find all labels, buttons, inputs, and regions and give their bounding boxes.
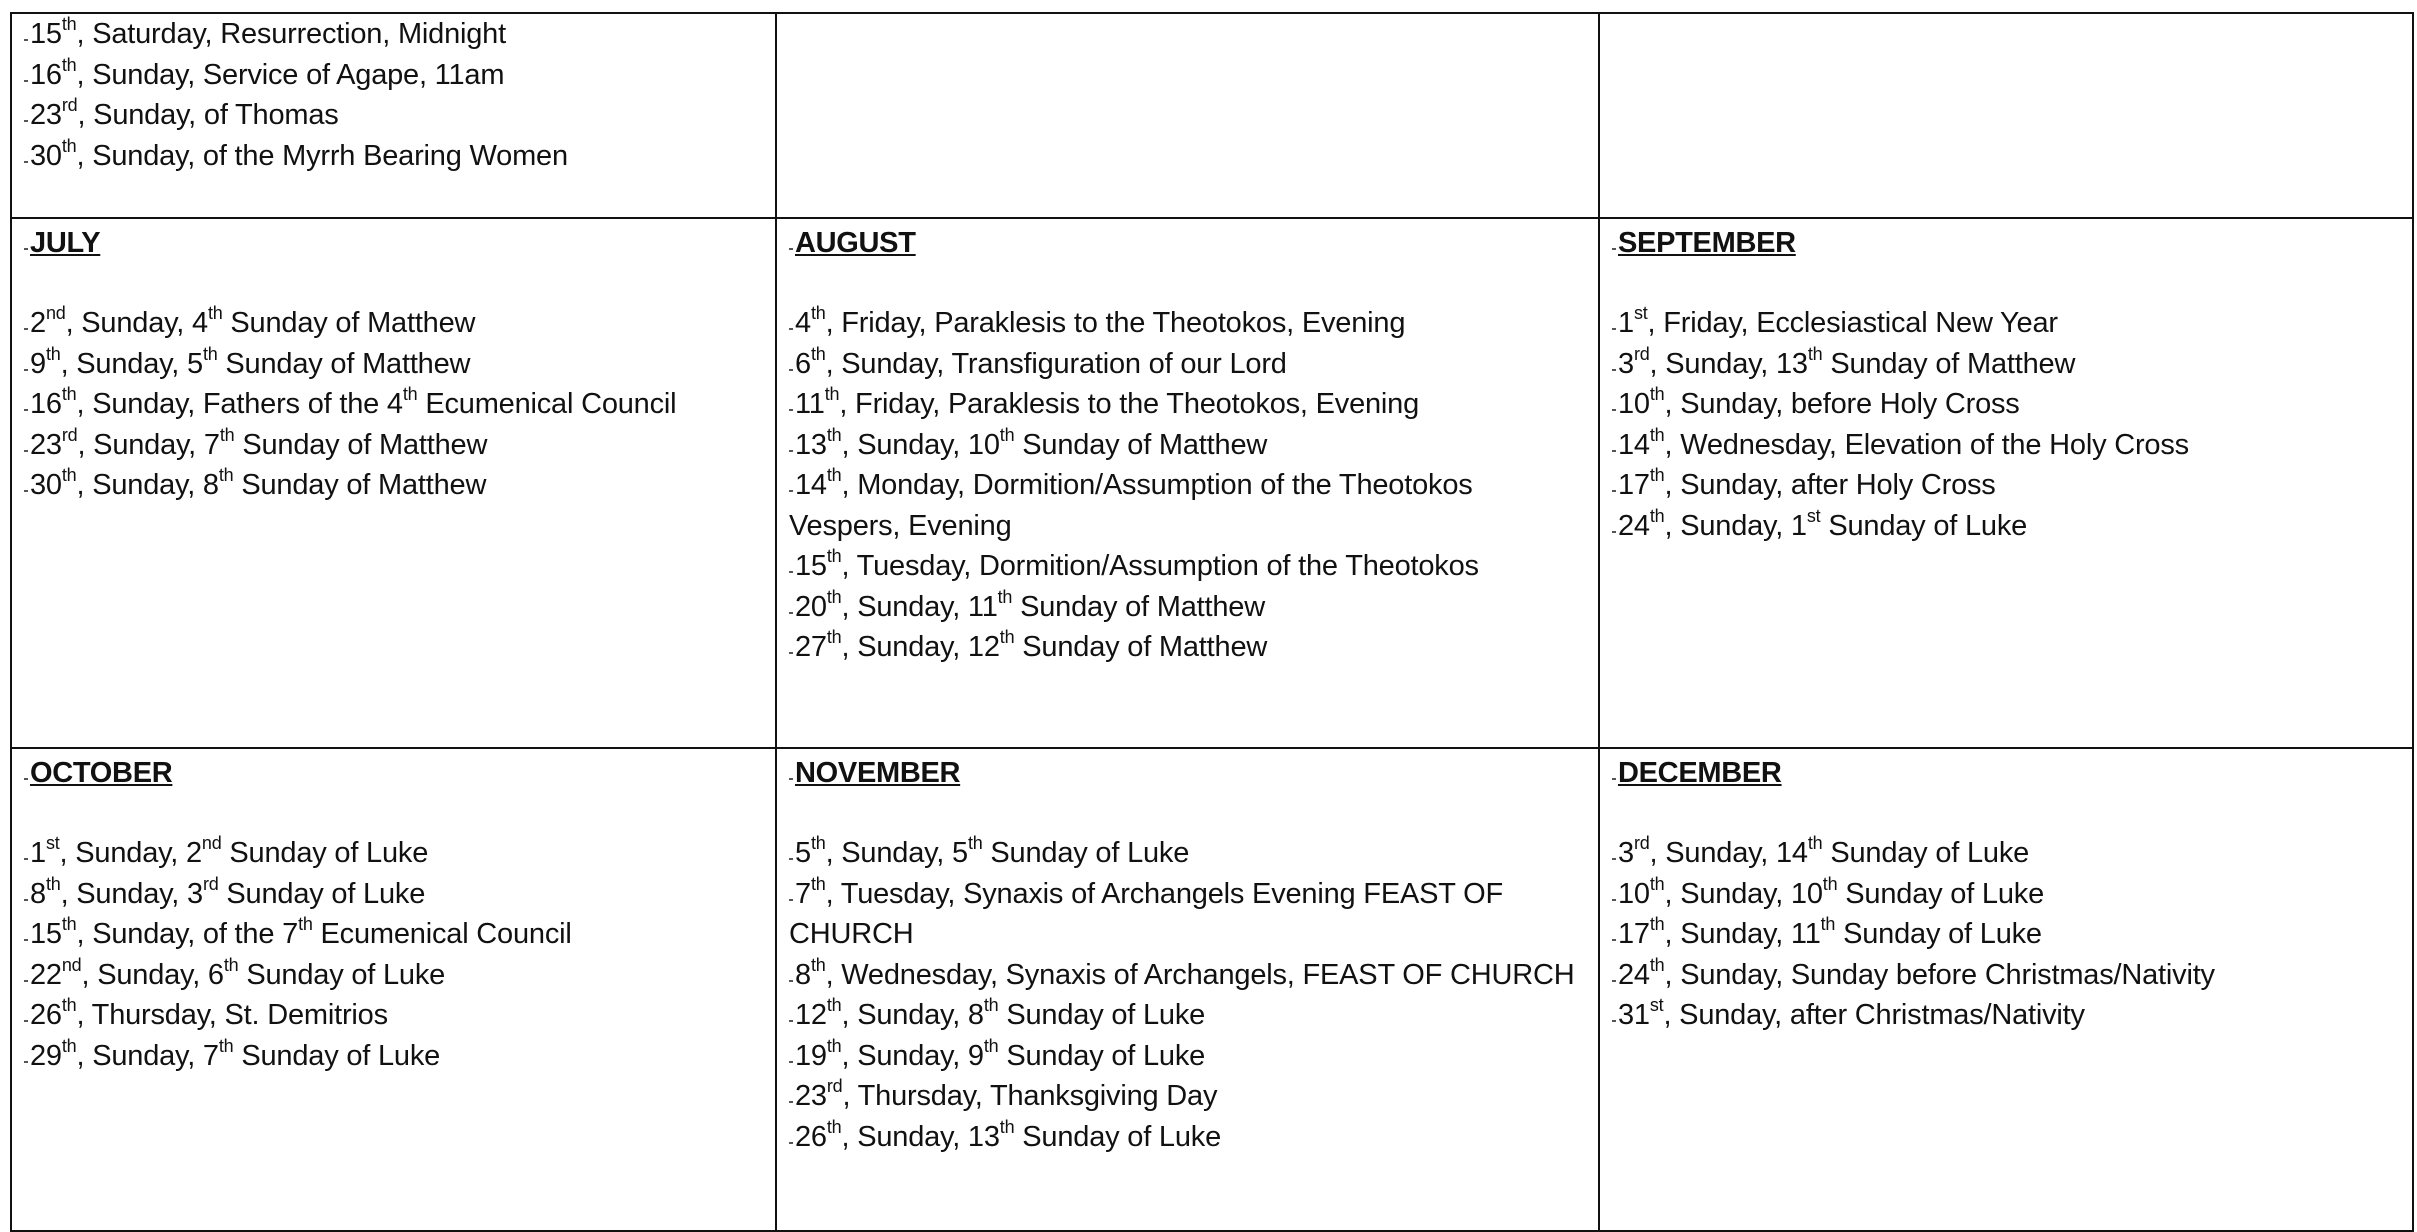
event-item: 10th, Sunday, 10th Sunday of Luke [1618,873,2045,910]
event-item: 3rd, Sunday, 13th Sunday of Matthew [1618,343,2076,380]
event-item: 16th, Sunday, Service of Agape, 11am [30,54,505,91]
event-item: 30th, Sunday, of the Myrrh Bearing Women [30,135,568,172]
event-item: 4th, Friday, Paraklesis to the Theotokos, Evening [795,303,1406,339]
month-heading: AUGUST [795,227,916,259]
event-item: 15th, Saturday, Resurrection, Midnight [30,14,506,50]
event-item: 15th, Sunday, of the 7th Ecumenical Council [30,914,572,950]
event-item: 1st, Sunday, 2nd Sunday of Luke [30,833,429,869]
cell-august [777,219,1598,668]
event-item: 27th, Sunday, 12th Sunday of Matthew [795,627,1268,663]
column-divider [1598,14,1600,1230]
event-item: 22nd, Sunday, 6th Sunday of Luke [30,954,446,991]
event-item: 8th, Wednesday, Synaxis of Archangels, FEAST OF CHURCH [795,954,1575,991]
event-item: 3rd, Sunday, 14th Sunday of Luke [1618,833,2030,869]
event-item: 14th, Monday, Dormition/Assumption of the Theotokos Vespers, Evening [789,465,1473,542]
event-item: 23rd, Sunday, 7th Sunday of Matthew [30,424,488,461]
month-heading: NOVEMBER [795,757,961,789]
month-heading: JULY [30,227,101,259]
calendar-table [10,12,2414,1232]
cell-september [1600,219,2414,546]
event-item: 24th, Sunday, Sunday before Christmas/Nativity [1618,954,2215,991]
cell-july [12,219,775,506]
event-item: 30th, Sunday, 8th Sunday of Matthew [30,465,487,501]
event-item: 11th, Friday, Paraklesis to the Theotokos, Evening [795,384,1420,420]
month-heading: OCTOBER [30,757,173,789]
event-item: 23rd, Thursday, Thanksgiving Day [795,1076,1218,1112]
event-item: 26th, Sunday, 13th Sunday of Luke [795,1116,1222,1153]
month-heading: DECEMBER [1618,757,1782,789]
cell-november [777,749,1598,1157]
event-item: 6th, Sunday, Transfiguration of our Lord [795,343,1287,380]
event-item: 12th, Sunday, 8th Sunday of Luke [795,995,1206,1031]
event-item: 17th, Sunday, after Holy Cross [1618,465,1996,501]
event-item: 29th, Sunday, 7th Sunday of Luke [30,1035,441,1072]
event-item: 24th, Sunday, 1st Sunday of Luke [1618,505,2028,542]
cell-october [12,749,775,1076]
event-item: 15th, Tuesday, Dormition/Assumption of the Theotokos [795,546,1479,582]
event-item: 13th, Sunday, 10th Sunday of Matthew [795,424,1268,461]
cell-spring-continued [12,14,775,176]
month-heading: SEPTEMBER [1618,227,1796,259]
event-item: 8th, Sunday, 3rd Sunday of Luke [30,873,426,910]
event-item: 31st, Sunday, after Christmas/Nativity [1618,995,2085,1031]
event-item: 20th, Sunday, 11th Sunday of Matthew [795,586,1265,623]
event-item: 10th, Sunday, before Holy Cross [1618,384,2020,420]
event-item: 1st, Friday, Ecclesiastical New Year [1618,303,2058,339]
event-item: 16th, Sunday, Fathers of the 4th Ecumenical Council [30,384,677,420]
event-item: 26th, Thursday, St. Demitrios [30,995,388,1031]
event-item: 9th, Sunday, 5th Sunday of Matthew [30,343,471,380]
event-item: 7th, Tuesday, Synaxis of Archangels Evening FEAST OF CHURCH [789,873,1503,950]
event-item: 17th, Sunday, 11th Sunday of Luke [1618,914,2042,950]
cell-december [1600,749,2414,1036]
event-item: 19th, Sunday, 9th Sunday of Luke [795,1035,1206,1072]
event-item: 2nd, Sunday, 4th Sunday of Matthew [30,303,476,339]
event-item: 14th, Wednesday, Elevation of the Holy Cross [1618,424,2189,461]
event-item: 5th, Sunday, 5th Sunday of Luke [795,833,1190,869]
event-item: 23rd, Sunday, of Thomas [30,95,339,131]
